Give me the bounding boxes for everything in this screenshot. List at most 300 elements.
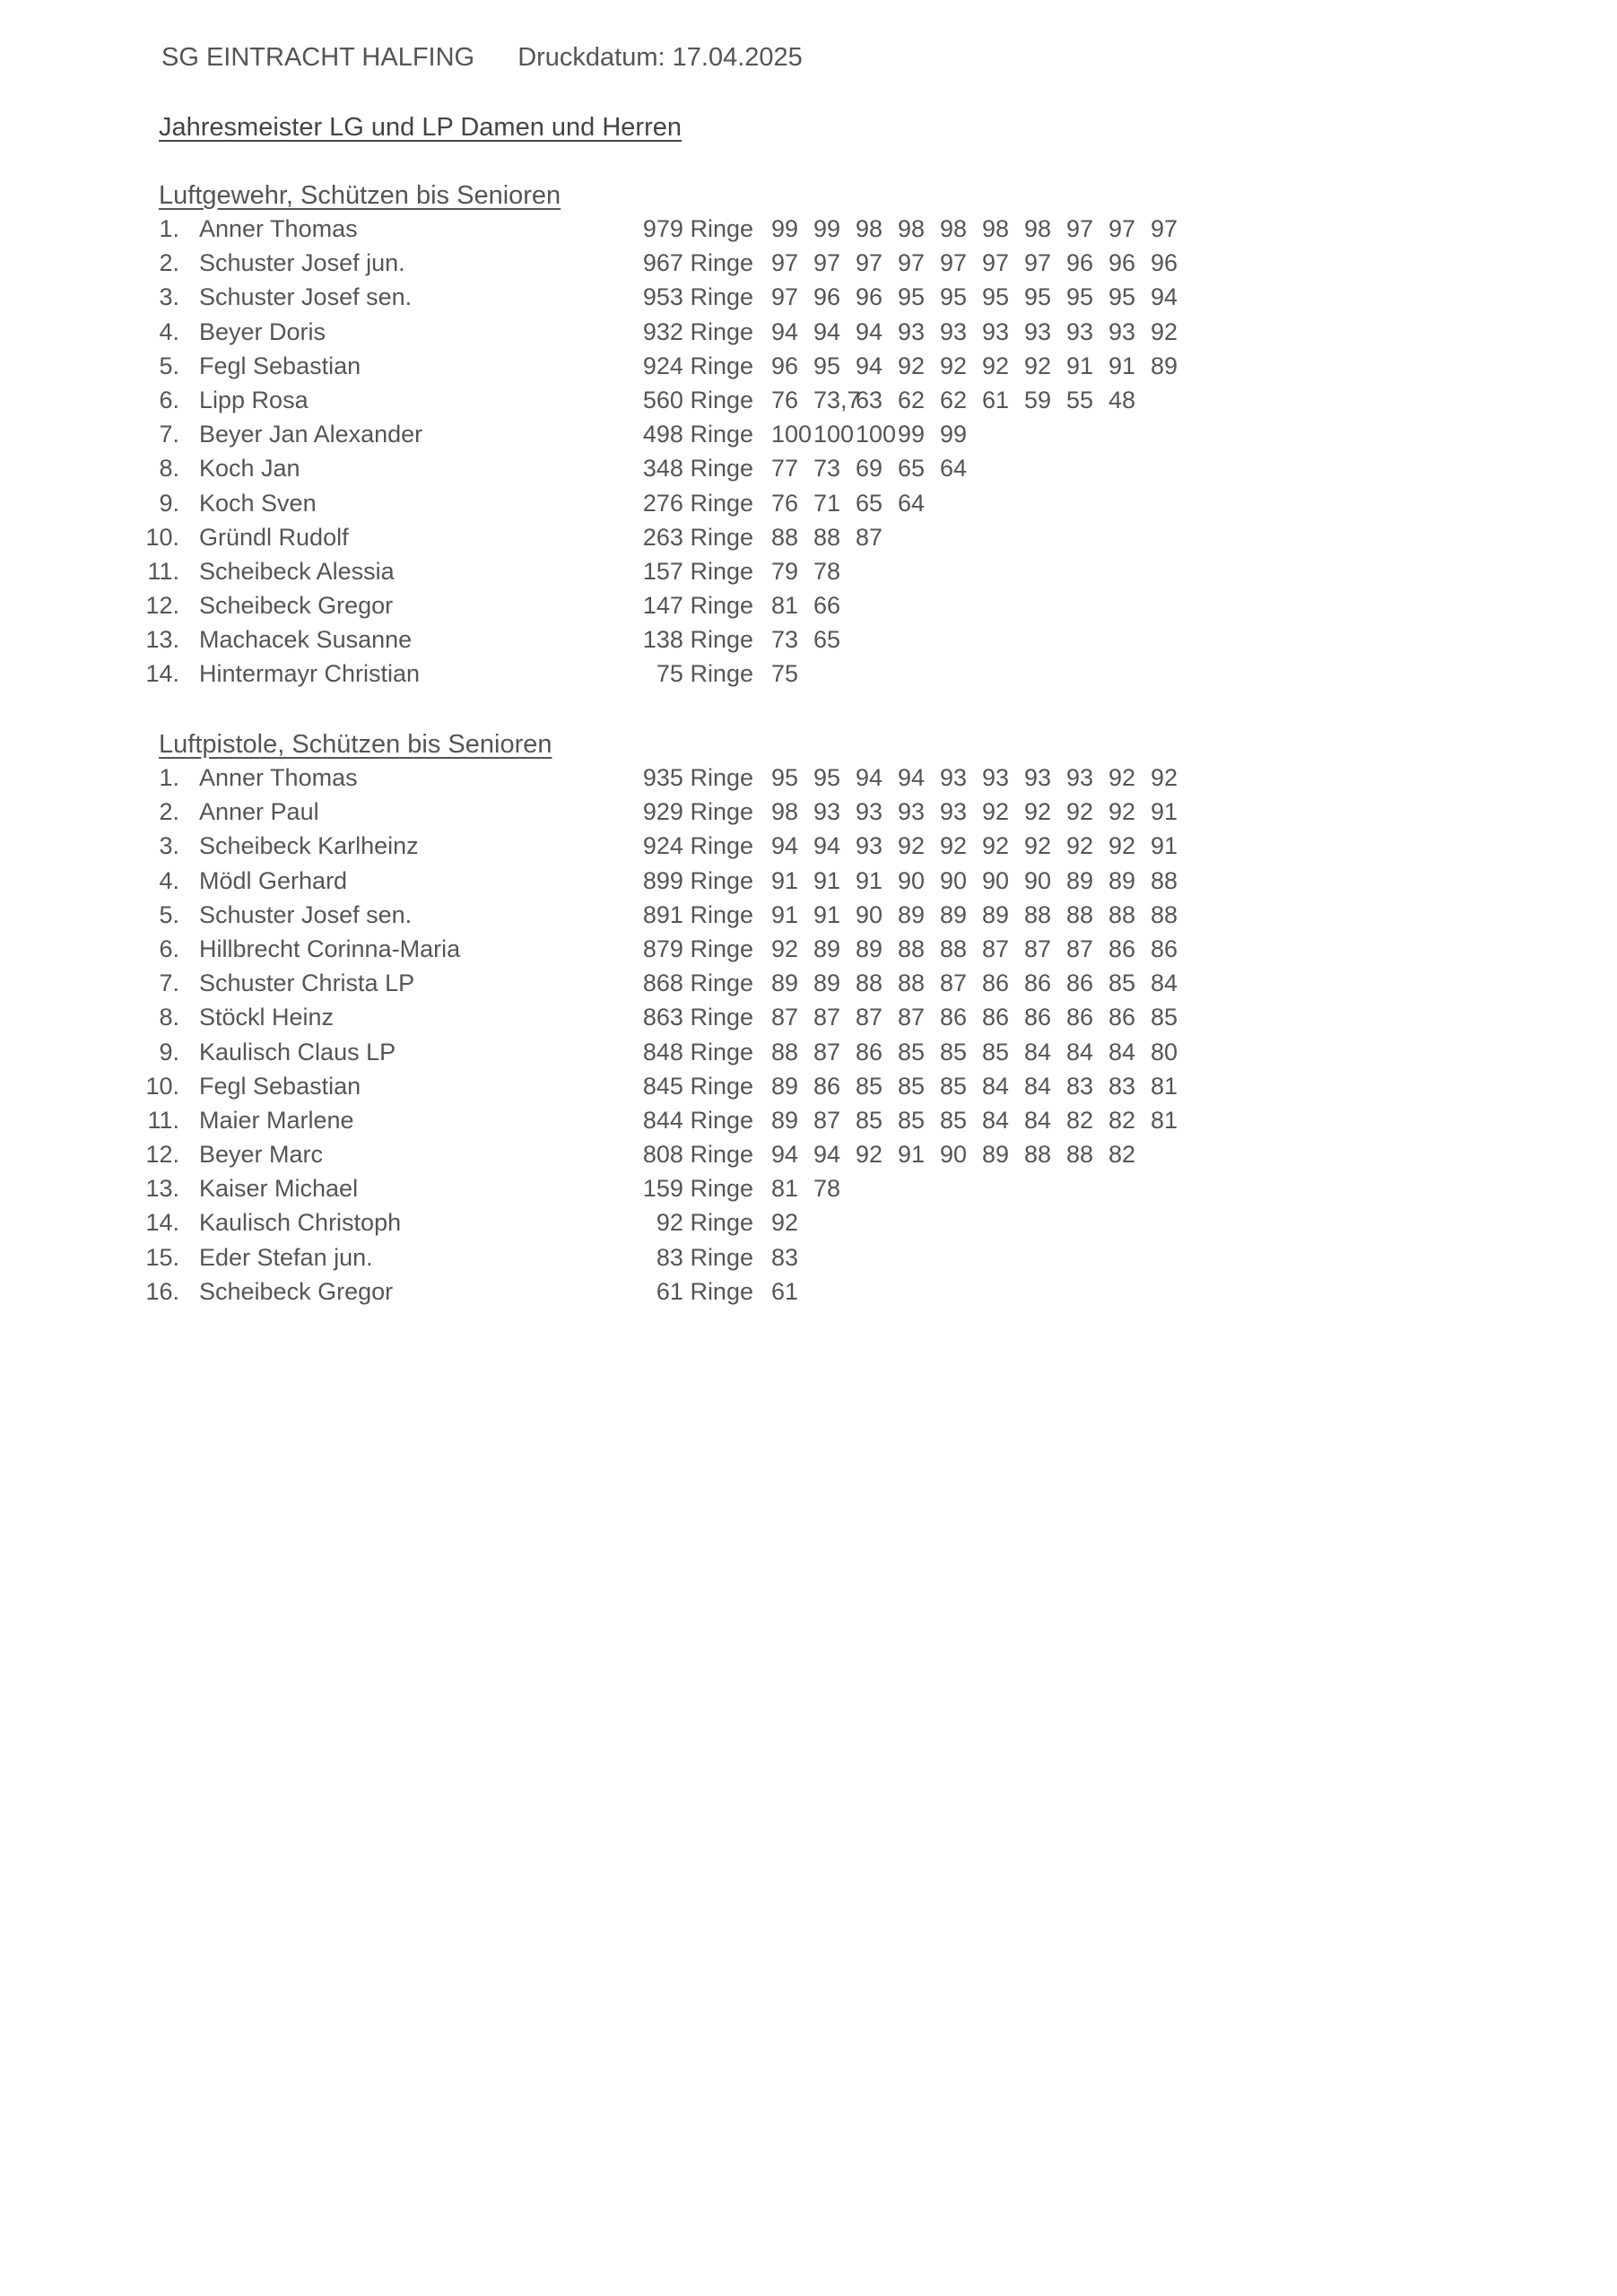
series-score: 89 (1108, 866, 1136, 894)
series-score: 98 (1024, 215, 1052, 242)
rank: 16. (145, 1277, 179, 1305)
series-score: 92 (1024, 352, 1052, 379)
series-score: 97 (1024, 249, 1052, 277)
series-score: 82 (1066, 1106, 1094, 1134)
series-score: 77 (771, 455, 799, 483)
series-score: 97 (1066, 215, 1094, 242)
series-score: 96 (856, 283, 883, 311)
result-row (0, 1209, 1617, 1243)
rank: 2. (159, 249, 179, 277)
rank: 3. (159, 832, 179, 860)
series-score: 61 (982, 386, 1010, 413)
shooter-name: Anner Thomas (199, 764, 358, 791)
result-row (0, 867, 1617, 901)
series-score: 85 (856, 1072, 883, 1100)
rank: 15. (145, 1243, 179, 1271)
series-score: 94 (856, 764, 883, 791)
series-scores (771, 1073, 1193, 1100)
series-score: 95 (813, 352, 841, 379)
rank: 1. (159, 764, 179, 791)
shooter-name: Schuster Josef sen. (199, 900, 413, 928)
series-score: 87 (856, 523, 883, 551)
series-score: 97 (940, 249, 968, 277)
result-row (0, 935, 1617, 970)
total-rings: 891 Ringe (642, 900, 753, 928)
rank: 12. (145, 592, 179, 620)
shooter-name: Beyer Doris (199, 317, 326, 345)
rank: 9. (159, 489, 179, 517)
series-score: 86 (1066, 970, 1094, 997)
total-rings: 263 Ringe (642, 523, 753, 551)
rank: 8. (159, 1004, 179, 1031)
series-score: 93 (1024, 764, 1052, 791)
series-score: 92 (771, 1209, 799, 1237)
series-score: 69 (856, 455, 883, 483)
series-score: 92 (982, 798, 1010, 826)
results-list (0, 764, 1617, 1312)
series-scores (771, 592, 856, 620)
series-score: 90 (898, 866, 926, 894)
series-score: 87 (813, 1004, 841, 1031)
series-score: 89 (1151, 352, 1178, 379)
series-score: 94 (856, 317, 883, 345)
series-score: 92 (1024, 832, 1052, 860)
series-score: 92 (898, 352, 926, 379)
series-score: 86 (1024, 970, 1052, 997)
rank: 7. (159, 421, 179, 448)
series-score: 93 (856, 832, 883, 860)
series-score: 91 (856, 866, 883, 894)
series-score: 63 (856, 386, 883, 413)
series-score: 86 (1151, 935, 1178, 962)
series-scores (771, 1141, 1151, 1169)
series-score: 96 (1066, 249, 1094, 277)
rank: 14. (145, 660, 179, 688)
series-scores (771, 901, 1193, 929)
shooter-name: Fegl Sebastian (199, 352, 361, 379)
series-score: 86 (813, 1072, 841, 1100)
series-score: 65 (856, 489, 883, 517)
series-score: 97 (856, 249, 883, 277)
rank: 2. (159, 798, 179, 826)
series-score: 93 (982, 317, 1010, 345)
shooter-name: Machacek Susanne (199, 626, 413, 654)
total-rings: 157 Ringe (642, 557, 753, 585)
shooter-name: Koch Sven (199, 489, 317, 517)
rank: 12. (145, 1141, 179, 1169)
total-rings: 953 Ringe (642, 283, 753, 311)
series-score: 64 (940, 455, 968, 483)
series-score: 92 (1108, 798, 1136, 826)
series-score: 91 (813, 866, 841, 894)
series-score: 89 (940, 900, 968, 928)
series-score: 87 (856, 1004, 883, 1031)
total-rings: 967 Ringe (642, 249, 753, 277)
result-row (0, 1175, 1617, 1209)
section-title: Luftgewehr, Schützen bis Senioren (159, 181, 561, 210)
shooter-name: Anner Paul (199, 798, 319, 826)
series-score: 96 (1151, 249, 1178, 277)
series-score: 92 (1066, 798, 1094, 826)
series-score: 94 (771, 832, 799, 860)
series-score: 93 (940, 764, 968, 791)
series-score: 93 (856, 798, 883, 826)
series-score: 71 (813, 489, 841, 517)
club-name: SG EINTRACHT HALFING (161, 43, 475, 72)
series-score: 98 (771, 798, 799, 826)
shooter-name: Scheibeck Gregor (199, 1277, 394, 1305)
result-row (0, 455, 1617, 489)
total-rings: 924 Ringe (642, 832, 753, 860)
series-score: 90 (1024, 866, 1052, 894)
result-row (0, 1004, 1617, 1038)
series-scores (771, 352, 1193, 380)
total-rings: 75 Ringe (656, 660, 753, 688)
series-score: 89 (771, 970, 799, 997)
series-score: 93 (940, 317, 968, 345)
series-score: 85 (940, 1038, 968, 1065)
rank: 8. (159, 455, 179, 483)
series-score: 100 (813, 421, 855, 448)
series-score: 100 (856, 421, 897, 448)
series-scores (771, 249, 1193, 277)
total-rings: 979 Ringe (642, 215, 753, 242)
series-scores (771, 283, 1193, 311)
series-score: 88 (1108, 900, 1136, 928)
series-scores (771, 1209, 813, 1237)
total-rings: 147 Ringe (642, 592, 753, 620)
series-scores (771, 935, 1193, 963)
series-score: 88 (898, 970, 926, 997)
result-row (0, 1244, 1617, 1278)
series-score: 90 (940, 1141, 968, 1169)
shooter-name: Fegl Sebastian (199, 1072, 361, 1100)
series-scores (771, 1175, 856, 1203)
series-score: 97 (813, 249, 841, 277)
series-score: 90 (982, 866, 1010, 894)
total-rings: 929 Ringe (642, 798, 753, 826)
series-score: 73,7 (813, 386, 861, 413)
series-score: 85 (940, 1072, 968, 1100)
shooter-name: Stöckl Heinz (199, 1004, 335, 1031)
series-score: 91 (898, 1141, 926, 1169)
print-date: Druckdatum: 17.04.2025 (517, 43, 803, 72)
series-score: 87 (771, 1004, 799, 1031)
series-score: 88 (771, 523, 799, 551)
result-row (0, 660, 1617, 694)
result-row (0, 524, 1617, 558)
series-score: 65 (898, 455, 926, 483)
series-score: 88 (856, 970, 883, 997)
series-score: 93 (1066, 764, 1094, 791)
series-score: 78 (813, 1175, 841, 1203)
series-score: 86 (1108, 1004, 1136, 1031)
series-score: 92 (1066, 832, 1094, 860)
series-score: 92 (940, 832, 968, 860)
series-score: 83 (771, 1243, 799, 1271)
series-score: 99 (813, 215, 841, 242)
total-rings: 138 Ringe (642, 626, 753, 654)
series-score: 94 (813, 1141, 841, 1169)
series-scores (771, 832, 1193, 860)
series-scores (771, 455, 982, 483)
result-row (0, 283, 1617, 317)
series-score: 92 (1024, 798, 1052, 826)
series-score: 92 (940, 352, 968, 379)
shooter-name: Schuster Josef jun. (199, 249, 405, 277)
series-score: 84 (1151, 970, 1178, 997)
series-score: 55 (1066, 386, 1094, 413)
shooter-name: Scheibeck Gregor (199, 592, 394, 620)
series-scores (771, 490, 940, 517)
series-score: 91 (771, 866, 799, 894)
result-row (0, 626, 1617, 660)
total-rings: 61 Ringe (656, 1277, 753, 1305)
shooter-name: Schuster Josef sen. (199, 283, 413, 311)
series-scores (771, 318, 1193, 346)
shooter-name: Beyer Marc (199, 1141, 324, 1169)
series-score: 95 (813, 764, 841, 791)
series-score: 92 (982, 832, 1010, 860)
series-score: 95 (1024, 283, 1052, 311)
result-row (0, 901, 1617, 935)
series-score: 91 (1151, 798, 1178, 826)
series-score: 89 (1066, 866, 1094, 894)
series-score: 88 (771, 1038, 799, 1065)
result-row (0, 387, 1617, 421)
series-score: 93 (898, 798, 926, 826)
series-score: 84 (1024, 1072, 1052, 1100)
series-score: 84 (982, 1072, 1010, 1100)
series-score: 95 (898, 283, 926, 311)
series-score: 87 (940, 970, 968, 997)
series-score: 82 (1108, 1106, 1136, 1134)
series-score: 85 (1151, 1004, 1178, 1031)
series-score: 85 (982, 1038, 1010, 1065)
series-score: 89 (813, 935, 841, 962)
series-score: 95 (940, 283, 968, 311)
shooter-name: Schuster Christa LP (199, 970, 415, 997)
series-scores (771, 558, 856, 586)
shooter-name: Scheibeck Alessia (199, 557, 395, 585)
document-title: Jahresmeister LG und LP Damen und Herren (159, 113, 682, 142)
rank: 11. (147, 557, 179, 585)
series-score: 73 (813, 455, 841, 483)
series-score: 80 (1151, 1038, 1178, 1065)
series-score: 92 (982, 352, 1010, 379)
rank: 4. (159, 317, 179, 345)
total-rings: 868 Ringe (642, 970, 753, 997)
result-row (0, 352, 1617, 387)
total-rings: 276 Ringe (642, 489, 753, 517)
series-score: 95 (771, 764, 799, 791)
shooter-name: Kaulisch Christoph (199, 1209, 402, 1237)
total-rings: 92 Ringe (656, 1209, 753, 1237)
series-score: 85 (898, 1106, 926, 1134)
result-row (0, 421, 1617, 455)
series-scores (771, 215, 1193, 243)
series-score: 98 (856, 215, 883, 242)
series-scores (771, 1107, 1193, 1135)
series-score: 97 (982, 249, 1010, 277)
series-score: 81 (1151, 1072, 1178, 1100)
shooter-name: Lipp Rosa (199, 386, 309, 413)
total-rings: 899 Ringe (642, 866, 753, 894)
series-scores (771, 1278, 813, 1306)
series-score: 93 (1066, 317, 1094, 345)
series-score: 88 (813, 523, 841, 551)
series-score: 92 (1151, 764, 1178, 791)
series-score: 85 (898, 1072, 926, 1100)
series-score: 91 (1066, 352, 1094, 379)
result-row (0, 1107, 1617, 1141)
total-rings: 808 Ringe (642, 1141, 753, 1169)
series-score: 86 (982, 1004, 1010, 1031)
series-score: 85 (1108, 970, 1136, 997)
shooter-name: Gründl Rudolf (199, 523, 349, 551)
total-rings: 844 Ringe (642, 1106, 753, 1134)
series-scores (771, 524, 898, 552)
series-score: 84 (982, 1106, 1010, 1134)
shooter-name: Kaiser Michael (199, 1175, 359, 1203)
series-score: 94 (771, 1141, 799, 1169)
rank: 11. (147, 1106, 179, 1134)
shooter-name: Scheibeck Karlheinz (199, 832, 419, 860)
series-score: 94 (856, 352, 883, 379)
series-score: 93 (1108, 317, 1136, 345)
rank: 13. (145, 1175, 179, 1203)
series-score: 87 (898, 1004, 926, 1031)
series-score: 92 (1108, 764, 1136, 791)
series-score: 78 (813, 557, 841, 585)
series-score: 94 (813, 832, 841, 860)
rank: 5. (159, 900, 179, 928)
result-row (0, 798, 1617, 832)
rank: 10. (145, 523, 179, 551)
series-scores (771, 798, 1193, 826)
series-scores (771, 626, 856, 654)
series-score: 90 (940, 866, 968, 894)
series-score: 86 (856, 1038, 883, 1065)
series-score: 97 (771, 283, 799, 311)
series-scores (771, 970, 1193, 997)
result-row (0, 764, 1617, 798)
series-score: 96 (813, 283, 841, 311)
series-score: 88 (1024, 1141, 1052, 1169)
result-row (0, 490, 1617, 524)
series-score: 84 (1108, 1038, 1136, 1065)
series-score: 81 (771, 1175, 799, 1203)
series-score: 92 (898, 832, 926, 860)
shooter-name: Hillbrecht Corinna-Maria (199, 935, 461, 962)
rank: 5. (159, 352, 179, 379)
series-score: 48 (1108, 386, 1136, 413)
series-score: 88 (1151, 866, 1178, 894)
series-score: 91 (1151, 832, 1178, 860)
series-score: 89 (982, 1141, 1010, 1169)
series-score: 91 (813, 900, 841, 928)
series-score: 86 (940, 1004, 968, 1031)
series-score: 86 (1024, 1004, 1052, 1031)
series-score: 95 (1066, 283, 1094, 311)
series-score: 88 (898, 935, 926, 962)
total-rings: 932 Ringe (642, 317, 753, 345)
shooter-name: Beyer Jan Alexander (199, 421, 423, 448)
total-rings: 560 Ringe (642, 386, 753, 413)
series-score: 85 (898, 1038, 926, 1065)
series-score: 89 (856, 935, 883, 962)
series-score: 89 (813, 970, 841, 997)
series-score: 93 (898, 317, 926, 345)
rank: 6. (159, 935, 179, 962)
series-score: 92 (1151, 317, 1178, 345)
series-score: 85 (856, 1106, 883, 1134)
series-scores (771, 867, 1193, 895)
series-score: 93 (1024, 317, 1052, 345)
rank: 1. (159, 215, 179, 242)
series-score: 95 (1108, 283, 1136, 311)
series-score: 87 (813, 1106, 841, 1134)
total-rings: 848 Ringe (642, 1038, 753, 1065)
series-score: 89 (771, 1106, 799, 1134)
series-score: 84 (1024, 1038, 1052, 1065)
series-score: 97 (898, 249, 926, 277)
series-score: 82 (1108, 1141, 1136, 1169)
result-row (0, 215, 1617, 249)
series-score: 93 (813, 798, 841, 826)
series-score: 96 (771, 352, 799, 379)
rank: 4. (159, 866, 179, 894)
series-score: 97 (1151, 215, 1178, 242)
series-score: 79 (771, 557, 799, 585)
series-score: 99 (771, 215, 799, 242)
shooter-name: Kaulisch Claus LP (199, 1038, 396, 1065)
total-rings: 498 Ringe (642, 421, 753, 448)
result-row (0, 249, 1617, 283)
total-rings: 83 Ringe (656, 1243, 753, 1271)
series-score: 59 (1024, 386, 1052, 413)
total-rings: 348 Ringe (642, 455, 753, 483)
series-score: 84 (1024, 1106, 1052, 1134)
shooter-name: Eder Stefan jun. (199, 1243, 373, 1271)
rank: 14. (145, 1209, 179, 1237)
series-score: 87 (1066, 935, 1094, 962)
shooter-name: Koch Jan (199, 455, 300, 483)
series-score: 66 (813, 592, 841, 620)
series-score: 83 (1108, 1072, 1136, 1100)
series-score: 88 (940, 935, 968, 962)
series-score: 89 (771, 1072, 799, 1100)
series-score: 81 (1151, 1106, 1178, 1134)
shooter-name: Maier Marlene (199, 1106, 354, 1134)
series-score: 88 (1151, 900, 1178, 928)
series-score: 83 (1066, 1072, 1094, 1100)
series-score: 87 (813, 1038, 841, 1065)
result-row (0, 318, 1617, 352)
results-list (0, 215, 1617, 695)
result-row (0, 1039, 1617, 1073)
series-score: 89 (898, 900, 926, 928)
series-score: 61 (771, 1277, 799, 1305)
series-score: 86 (982, 970, 1010, 997)
result-row (0, 832, 1617, 866)
series-score: 98 (982, 215, 1010, 242)
series-score: 95 (982, 283, 1010, 311)
series-score: 94 (898, 764, 926, 791)
series-score: 92 (856, 1141, 883, 1169)
result-row (0, 1073, 1617, 1107)
shooter-name: Hintermayr Christian (199, 660, 421, 688)
